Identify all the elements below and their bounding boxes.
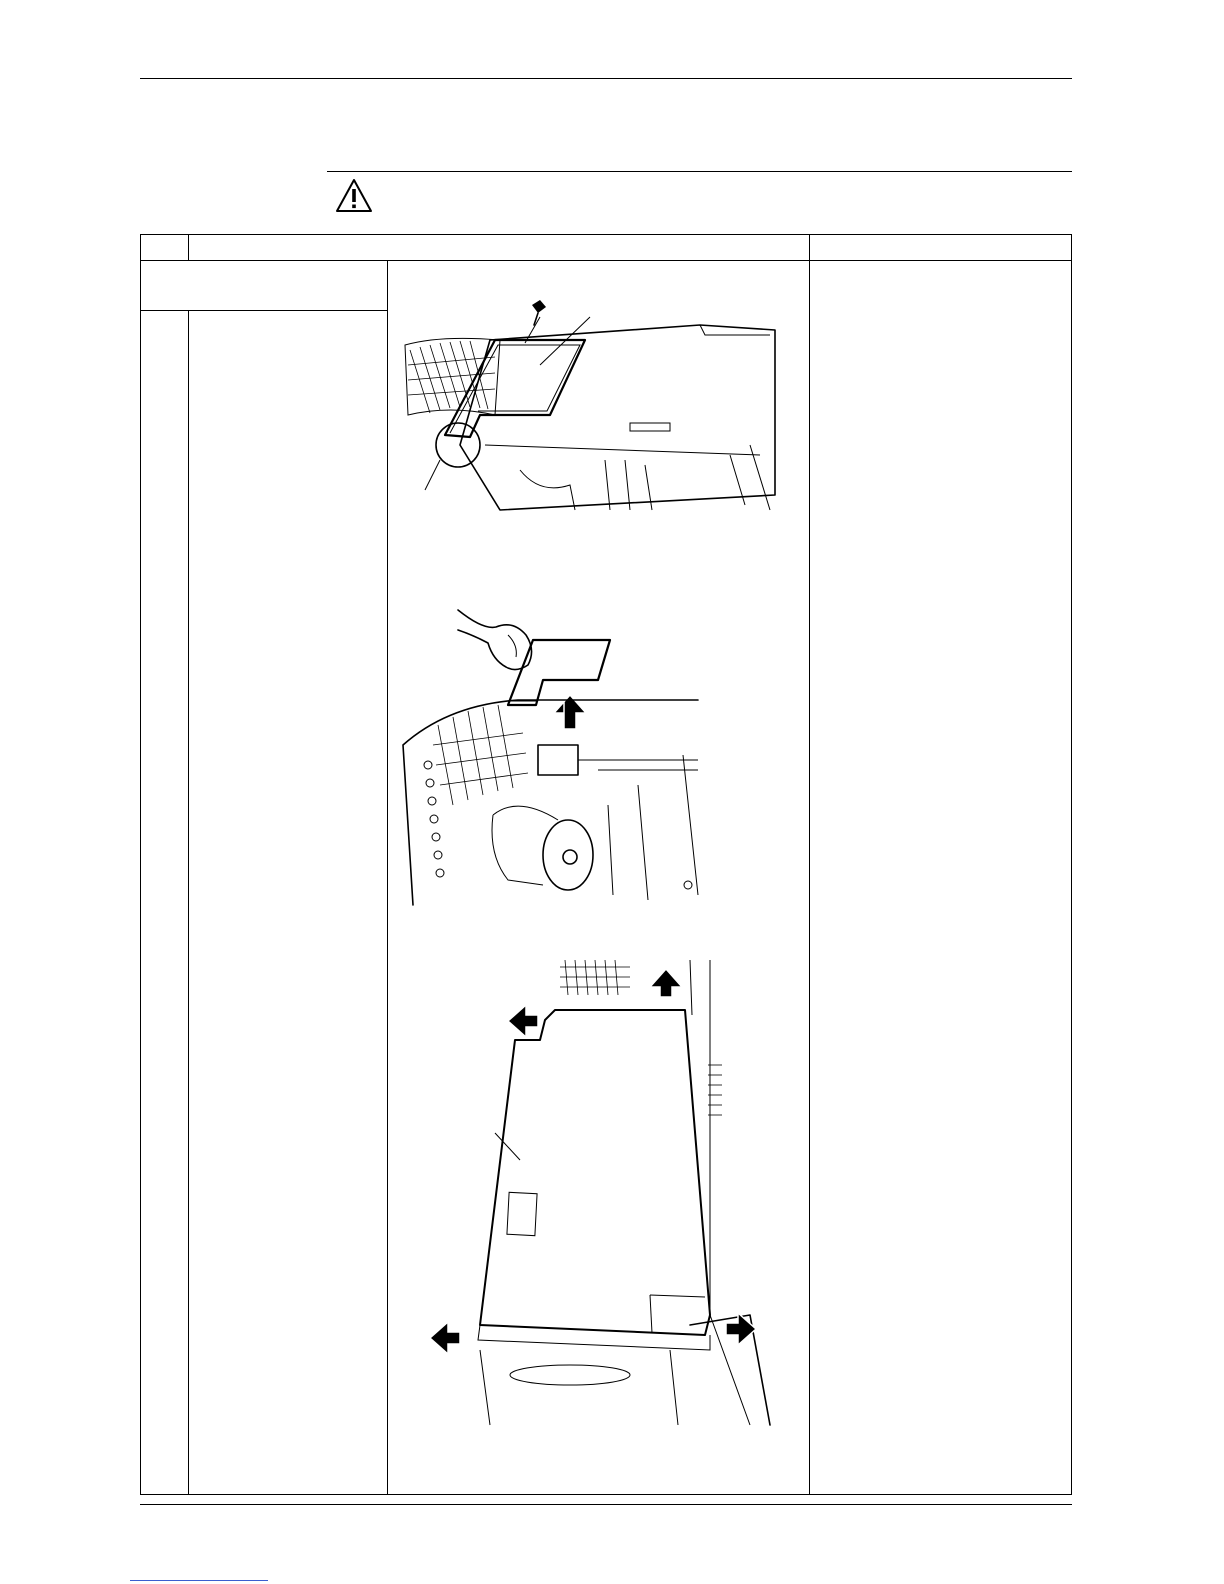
table-right-border: [1071, 234, 1072, 1495]
arrow-left-bottom: [430, 1322, 460, 1354]
figure-3-illustration: [420, 955, 780, 1430]
col-notes-divider: [809, 234, 810, 1495]
cover-icon: [478, 1010, 710, 1350]
screw-icon: [532, 300, 546, 325]
arrow-left-top: [508, 1005, 538, 1037]
table-header-bottom: [140, 260, 1072, 261]
coil-loops: [424, 761, 444, 877]
table-bottom-border: [140, 1494, 1072, 1495]
section-rule: [327, 171, 1072, 172]
col-figure-divider: [387, 260, 388, 1495]
col-step-divider: [188, 234, 189, 260]
header-rule: [140, 78, 1072, 79]
hand-icon: [458, 610, 532, 670]
warning-triangle-icon: [335, 178, 373, 213]
procedure-heading-rule: [140, 310, 388, 311]
grille-hatch-2: [433, 705, 528, 805]
table-top-border: [140, 234, 1072, 235]
figure-2-illustration: [398, 605, 728, 905]
col-step-divider-lower: [188, 310, 189, 1495]
footer-rule: [140, 1504, 1072, 1505]
footer-link-underline[interactable]: [130, 1580, 268, 1581]
arrow-up-top: [650, 969, 682, 997]
grille-hatch: [405, 338, 500, 415]
figure-1-illustration: [400, 295, 785, 515]
table-left-border: [140, 234, 141, 1495]
grille-hatch-3: [560, 960, 630, 995]
